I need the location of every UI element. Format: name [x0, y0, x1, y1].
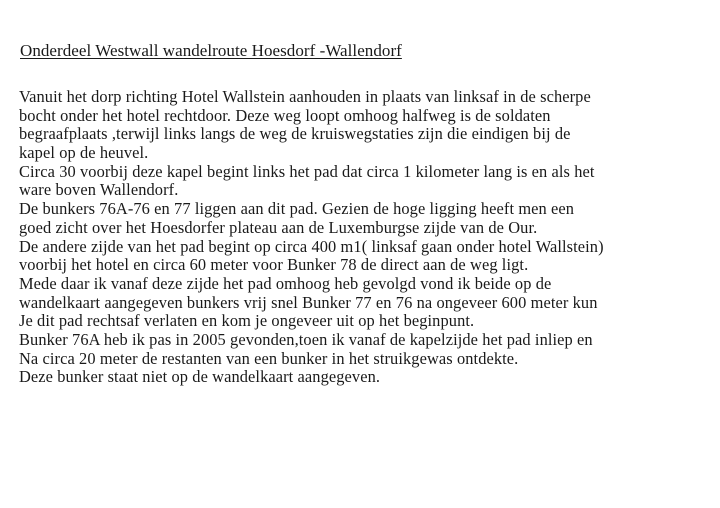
body-line: Je dit pad rechtsaf verlaten en kom je ongeveer uit op het beginpunt.	[19, 311, 475, 331]
body-line: goed zicht over het Hoesdorfer plateau aan de Luxemburgse zijde van de Our.	[19, 217, 538, 237]
document-body	[19, 88, 719, 387]
body-line: voorbij het hotel en circa 60 meter voor Bunker 78 de direct aan de weg ligt.	[19, 255, 529, 275]
body-line: De bunkers 76A-76 en 77 liggen aan dit pad. Gezien de hoge ligging heeft men een	[19, 199, 575, 219]
body-line: Na circa 20 meter de restanten van een bunker in het struikgewas ontdekte.	[19, 348, 519, 368]
body-line: ware boven Wallendorf.	[19, 180, 179, 200]
body-line: wandelkaart aangegeven bunkers vrij snel Bunker 77 en 76 na ongeveer 600 meter kun	[19, 292, 598, 312]
body-line: Bunker 76A heb ik pas in 2005 gevonden,toen ik vanaf de kapelzijde het pad inliep en	[19, 329, 593, 349]
body-line: bocht onder het hotel rechtdoor. Deze weg loopt omhoog halfweg is de soldaten	[19, 105, 551, 125]
body-line: kapel op de heuvel.	[19, 143, 149, 163]
document-title: Onderdeel Westwall wandelroute Hoesdorf -Wallendorf	[20, 41, 402, 60]
body-line: De andere zijde van het pad begint op circa 400 m1( linksaf gaan onder hotel Wallstein)	[19, 236, 604, 256]
body-line: Mede daar ik vanaf deze zijde het pad omhoog heb gevolgd vond ik beide op de	[19, 273, 552, 293]
body-line: begraafplaats ,terwijl links langs de weg de kruiswegstaties zijn die eindigen bij de	[19, 124, 571, 144]
body-line: Deze bunker staat niet op de wandelkaart aangegeven.	[19, 367, 381, 387]
body-line: Circa 30 voorbij deze kapel begint links het pad dat circa 1 kilometer lang is en als het	[19, 161, 595, 181]
body-line: Vanuit het dorp richting Hotel Wallstein aanhouden in plaats van linksaf in de scherpe	[19, 87, 591, 106]
